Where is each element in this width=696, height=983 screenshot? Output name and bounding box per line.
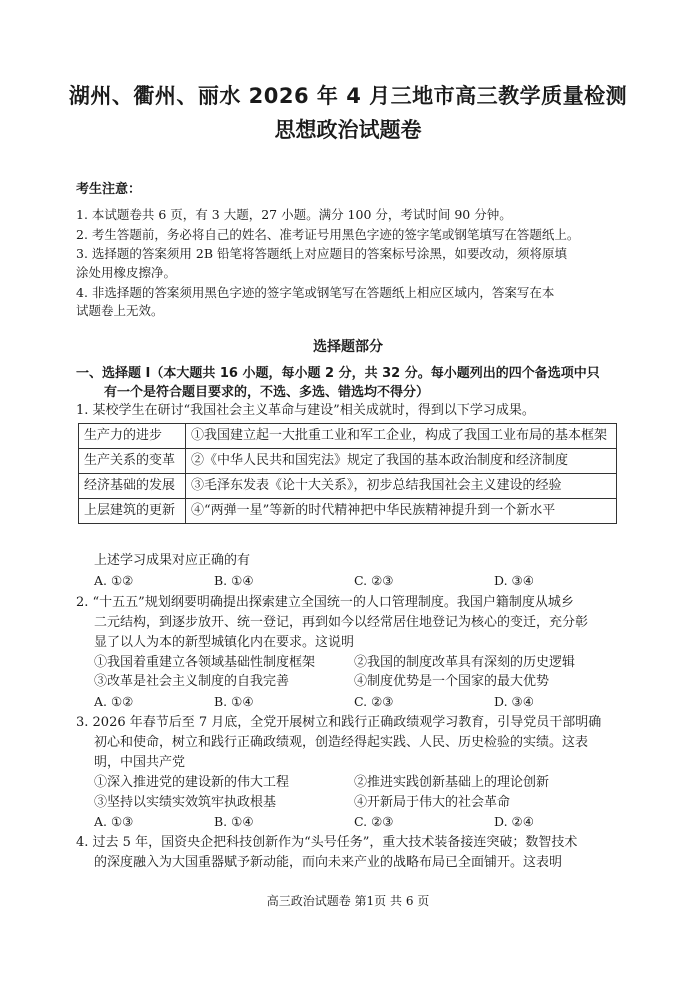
exam-subtitle: 思想政治试题卷 (274, 118, 422, 142)
section-i-heading-cont: 有一个是符合题目要求的，不选、多选、错选均不得分） (104, 385, 430, 400)
question-2-line: 2. “十五五”规划纲要明确提出探索建立全国统一的人口管理制度。我国户籍制度从城乡 (76, 595, 574, 610)
question-1-ask: 上述学习成果对应正确的有 (94, 553, 251, 568)
option-c: C. ②③ (354, 814, 394, 829)
option-b: B. ①④ (214, 573, 254, 588)
table-row (79, 424, 617, 449)
question-3-line: 3. 2026 年春节后至 7 月底，全党开展树立和践行正确政绩观学习教育，引导党员干部明确 (76, 715, 602, 730)
option-d: D. ③④ (494, 694, 534, 709)
table-cell-content: ①我国建立起一大批重工业和军工企业，构成了我国工业布局的基本框架 (186, 424, 617, 449)
question-2-choice: ③改革是社会主义制度的自我完善 (94, 674, 290, 689)
table-row (79, 474, 617, 499)
option-c: C. ②③ (354, 573, 394, 588)
notice-line: 涂处用橡皮擦净。 (76, 265, 177, 280)
table-cell-label: 生产关系的变革 (79, 449, 186, 474)
question-2-line: 二元结构，到逐步放开、统一登记，再到如今以经常居住地登记为核心的变迁，充分彰 (94, 615, 589, 630)
question-1-table (78, 423, 617, 524)
question-2-choice: ④制度优势是一个国家的最大优势 (354, 674, 550, 689)
notice-line: 试题卷上无效。 (76, 303, 164, 318)
option-d: D. ③④ (494, 573, 534, 588)
question-1-stem: 1. 某校学生在研讨“我国社会主义革命与建设”相关成就时，得到以下学习成果。 (76, 403, 535, 418)
question-2-choice: ②我国的制度改革具有深刻的历史逻辑 (354, 655, 576, 670)
table-row (79, 499, 617, 524)
question-2-line: 显了以人为本的新型城镇化内在要求。这说明 (94, 635, 355, 650)
option-a: A. ①③ (94, 814, 134, 829)
question-2-choice: ①我国着重建立各领域基础性制度框架 (94, 655, 316, 670)
option-d: D. ②④ (494, 814, 534, 829)
notice-heading: 考生注意： (76, 182, 142, 197)
option-b: B. ①④ (214, 814, 254, 829)
notice-line: 2. 考生答题前，务必将自己的姓名、准考证号用黑色字迹的签字笔或钢笔填写在答题纸上。 (76, 227, 580, 242)
question-3-choice: ④开新局于伟大的社会革命 (354, 795, 511, 810)
notice-line: 4. 非选择题的答案须用黑色字迹的签字笔或钢笔写在答题纸上相应区域内，答案写在本 (76, 285, 555, 300)
table-row (79, 449, 617, 474)
table-cell-content: ②《中华人民共和国宪法》规定了我国的基本政治制度和经济制度 (186, 449, 617, 474)
question-4-line: 4. 过去 5 年，国资央企把科技创新作为“头号任务”，重大技术装备接连突破；数智技术 (76, 835, 578, 850)
section-title: 选择题部分 (313, 339, 383, 355)
page-footer: 高三政治试题卷 第1页 共 6 页 (266, 894, 430, 908)
question-3-choice: ③坚持以实绩实效筑牢执政根基 (94, 795, 277, 810)
table-cell-content: ④“两弹一星”等新的时代精神把中华民族精神提升到一个新水平 (186, 499, 617, 524)
option-a: A. ①② (94, 573, 134, 588)
notice-line: 1. 本试题卷共 6 页，有 3 大题，27 小题。满分 100 分，考试时间 90 分钟。 (76, 207, 512, 222)
table-cell-label: 上层建筑的更新 (79, 499, 186, 524)
table-cell-label: 经济基础的发展 (79, 474, 186, 499)
question-3-line: 初心和使命，树立和践行正确政绩观，创造经得起实践、人民、历史检验的实绩。这表 (94, 735, 589, 750)
table-cell-content: ③毛泽东发表《论十大关系》，初步总结我国社会主义建设的经验 (186, 474, 617, 499)
question-3-line: 明，中国共产党 (94, 755, 186, 770)
option-c: C. ②③ (354, 694, 394, 709)
question-4-line: 的深度融入为大国重器赋予新动能，而向未来产业的战略布局已全面铺开。这表明 (94, 855, 563, 870)
notice-line: 3. 选择题的答案须用 2B 铅笔将答题纸上对应题目的答案标号涂黑，如要改动，须将原填 (76, 246, 567, 261)
exam-title: 湖州、衢州、丽水 2026 年 4 月三地市高三教学质量检测 (68, 84, 628, 108)
question-3-choice: ①深入推进党的建设新的伟大工程 (94, 775, 290, 790)
table-cell-label: 生产力的进步 (79, 424, 186, 449)
option-b: B. ①④ (214, 694, 254, 709)
question-3-choice: ②推进实践创新基础上的理论创新 (354, 775, 550, 790)
option-a: A. ①② (94, 694, 134, 709)
section-i-heading: 一、选择题 I（本大题共 16 小题，每小题 2 分，共 32 分。每小题列出的四个备选项中只 (76, 366, 600, 381)
